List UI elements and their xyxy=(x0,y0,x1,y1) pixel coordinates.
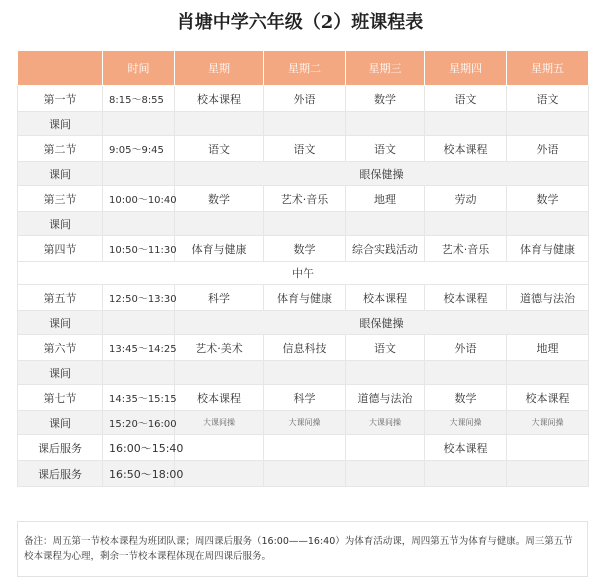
time-cell: 15:20～16:00 xyxy=(103,411,175,435)
table-row xyxy=(18,212,589,236)
subject-cell: 科学 xyxy=(175,285,264,311)
subject-cell xyxy=(507,435,589,461)
break-label: 课间 xyxy=(18,361,103,385)
header-cell: 时间 xyxy=(103,51,175,86)
table-row xyxy=(18,335,589,361)
subject-cell: 外语 xyxy=(264,86,346,112)
subject-cell xyxy=(507,461,589,487)
empty-cell xyxy=(425,212,507,236)
subject-cell: 语文 xyxy=(175,136,264,162)
footnote: 备注：周五第一节校本课程为班团队课；周四课后服务（16:00——16:40）为体育活动课，周四第五节为体育与健康。周三第五节校本课程为心理，剩余一节校本课程体现在周四课后服务。 xyxy=(17,521,588,577)
subject-cell: 校本课程 xyxy=(425,435,507,461)
empty-cell xyxy=(264,212,346,236)
subject-cell: 校本课程 xyxy=(346,285,425,311)
empty-cell xyxy=(103,311,175,335)
subject-cell: 道德与法治 xyxy=(507,285,589,311)
period-label: 第一节 xyxy=(18,86,103,112)
empty-cell xyxy=(346,212,425,236)
subject-cell: 艺术·美术 xyxy=(175,335,264,361)
subject-cell xyxy=(264,435,346,461)
empty-cell xyxy=(175,112,264,136)
subject-cell xyxy=(175,435,264,461)
subject-cell: 劳动 xyxy=(425,186,507,212)
subject-cell: 语文 xyxy=(264,136,346,162)
empty-cell xyxy=(175,212,264,236)
table-row xyxy=(18,311,589,335)
time-cell: 14:35～15:15 xyxy=(103,385,175,411)
subject-cell: 艺术·音乐 xyxy=(264,186,346,212)
empty-cell xyxy=(103,162,175,186)
subject-cell: 信息科技 xyxy=(264,335,346,361)
empty-cell xyxy=(425,112,507,136)
schedule-table xyxy=(17,50,589,487)
subject-cell xyxy=(175,461,264,487)
pe-cell: 大课间操 xyxy=(175,411,264,435)
subject-cell xyxy=(425,461,507,487)
break-label: 课间 xyxy=(18,311,103,335)
pe-cell: 大课间操 xyxy=(264,411,346,435)
empty-cell xyxy=(346,361,425,385)
subject-cell: 综合实践活动 xyxy=(346,236,425,262)
header-cell: 星期 xyxy=(175,51,264,86)
lunch-cell: 中午 xyxy=(18,262,589,285)
table-row xyxy=(18,112,589,136)
subject-cell: 科学 xyxy=(264,385,346,411)
header-cell: 星期五 xyxy=(507,51,589,86)
break-label: 课间 xyxy=(18,212,103,236)
subject-cell: 校本课程 xyxy=(175,385,264,411)
period-label: 第四节 xyxy=(18,236,103,262)
subject-cell: 外语 xyxy=(425,335,507,361)
table-row xyxy=(18,461,589,487)
header-cell xyxy=(18,51,103,86)
empty-cell xyxy=(103,112,175,136)
table-header-row xyxy=(18,51,589,86)
table-row xyxy=(18,435,589,461)
period-label: 第七节 xyxy=(18,385,103,411)
table-row xyxy=(18,162,589,186)
table-row xyxy=(18,86,589,112)
header-cell: 星期二 xyxy=(264,51,346,86)
subject-cell: 数学 xyxy=(264,236,346,262)
period-label: 第五节 xyxy=(18,285,103,311)
subject-cell: 语文 xyxy=(346,335,425,361)
subject-cell: 体育与健康 xyxy=(507,236,589,262)
subject-cell: 地理 xyxy=(346,186,425,212)
table-row xyxy=(18,411,589,435)
subject-cell: 体育与健康 xyxy=(264,285,346,311)
subject-cell: 校本课程 xyxy=(425,285,507,311)
period-label: 第六节 xyxy=(18,335,103,361)
subject-cell: 校本课程 xyxy=(507,385,589,411)
time-cell: 10:00～10:40 xyxy=(103,186,175,212)
table-row xyxy=(18,361,589,385)
empty-cell xyxy=(264,361,346,385)
empty-cell xyxy=(507,361,589,385)
empty-cell xyxy=(103,212,175,236)
page-title: 肖塘中学六年级（2）班课程表 xyxy=(176,12,424,33)
pe-cell: 大课间操 xyxy=(507,411,589,435)
subject-cell: 地理 xyxy=(507,335,589,361)
eye-exercise-cell: 眼保健操 xyxy=(175,162,589,186)
time-cell: 12:50～13:30 xyxy=(103,285,175,311)
subject-cell: 数学 xyxy=(175,186,264,212)
subject-cell: 语文 xyxy=(507,86,589,112)
subject-cell: 外语 xyxy=(507,136,589,162)
subject-cell: 数学 xyxy=(507,186,589,212)
subject-cell: 校本课程 xyxy=(425,136,507,162)
empty-cell xyxy=(507,212,589,236)
table-row xyxy=(18,262,589,285)
break-label: 课间 xyxy=(18,112,103,136)
empty-cell xyxy=(507,112,589,136)
subject-cell xyxy=(264,461,346,487)
empty-cell xyxy=(175,361,264,385)
empty-cell xyxy=(346,112,425,136)
table-row xyxy=(18,136,589,162)
header-cell: 星期三 xyxy=(346,51,425,86)
empty-cell xyxy=(103,361,175,385)
subject-cell: 校本课程 xyxy=(175,86,264,112)
break-label: 课间 xyxy=(18,162,103,186)
time-cell: 16:50～18:00 xyxy=(103,461,175,487)
time-cell: 9:05～9:45 xyxy=(103,136,175,162)
break-label: 课间 xyxy=(18,411,103,435)
header-cell: 星期四 xyxy=(425,51,507,86)
after-school-label: 课后服务 xyxy=(18,461,103,487)
time-cell: 13:45～14:25 xyxy=(103,335,175,361)
subject-cell: 艺术·音乐 xyxy=(425,236,507,262)
period-label: 第二节 xyxy=(18,136,103,162)
pe-cell: 大课间操 xyxy=(425,411,507,435)
eye-exercise-cell: 眼保健操 xyxy=(175,311,589,335)
subject-cell: 数学 xyxy=(346,86,425,112)
time-cell: 16:00～15:40 xyxy=(103,435,175,461)
subject-cell: 语文 xyxy=(425,86,507,112)
empty-cell xyxy=(425,361,507,385)
subject-cell: 数学 xyxy=(425,385,507,411)
time-cell: 10:50～11:30 xyxy=(103,236,175,262)
table-row xyxy=(18,236,589,262)
period-label: 第三节 xyxy=(18,186,103,212)
subject-cell: 道德与法治 xyxy=(346,385,425,411)
subject-cell xyxy=(346,435,425,461)
pe-cell: 大课间操 xyxy=(346,411,425,435)
time-cell: 8:15～8:55 xyxy=(103,86,175,112)
table-row xyxy=(18,285,589,311)
subject-cell xyxy=(346,461,425,487)
subject-cell: 语文 xyxy=(346,136,425,162)
table-row xyxy=(18,186,589,212)
table-row xyxy=(18,385,589,411)
empty-cell xyxy=(264,112,346,136)
after-school-label: 课后服务 xyxy=(18,435,103,461)
subject-cell: 体育与健康 xyxy=(175,236,264,262)
